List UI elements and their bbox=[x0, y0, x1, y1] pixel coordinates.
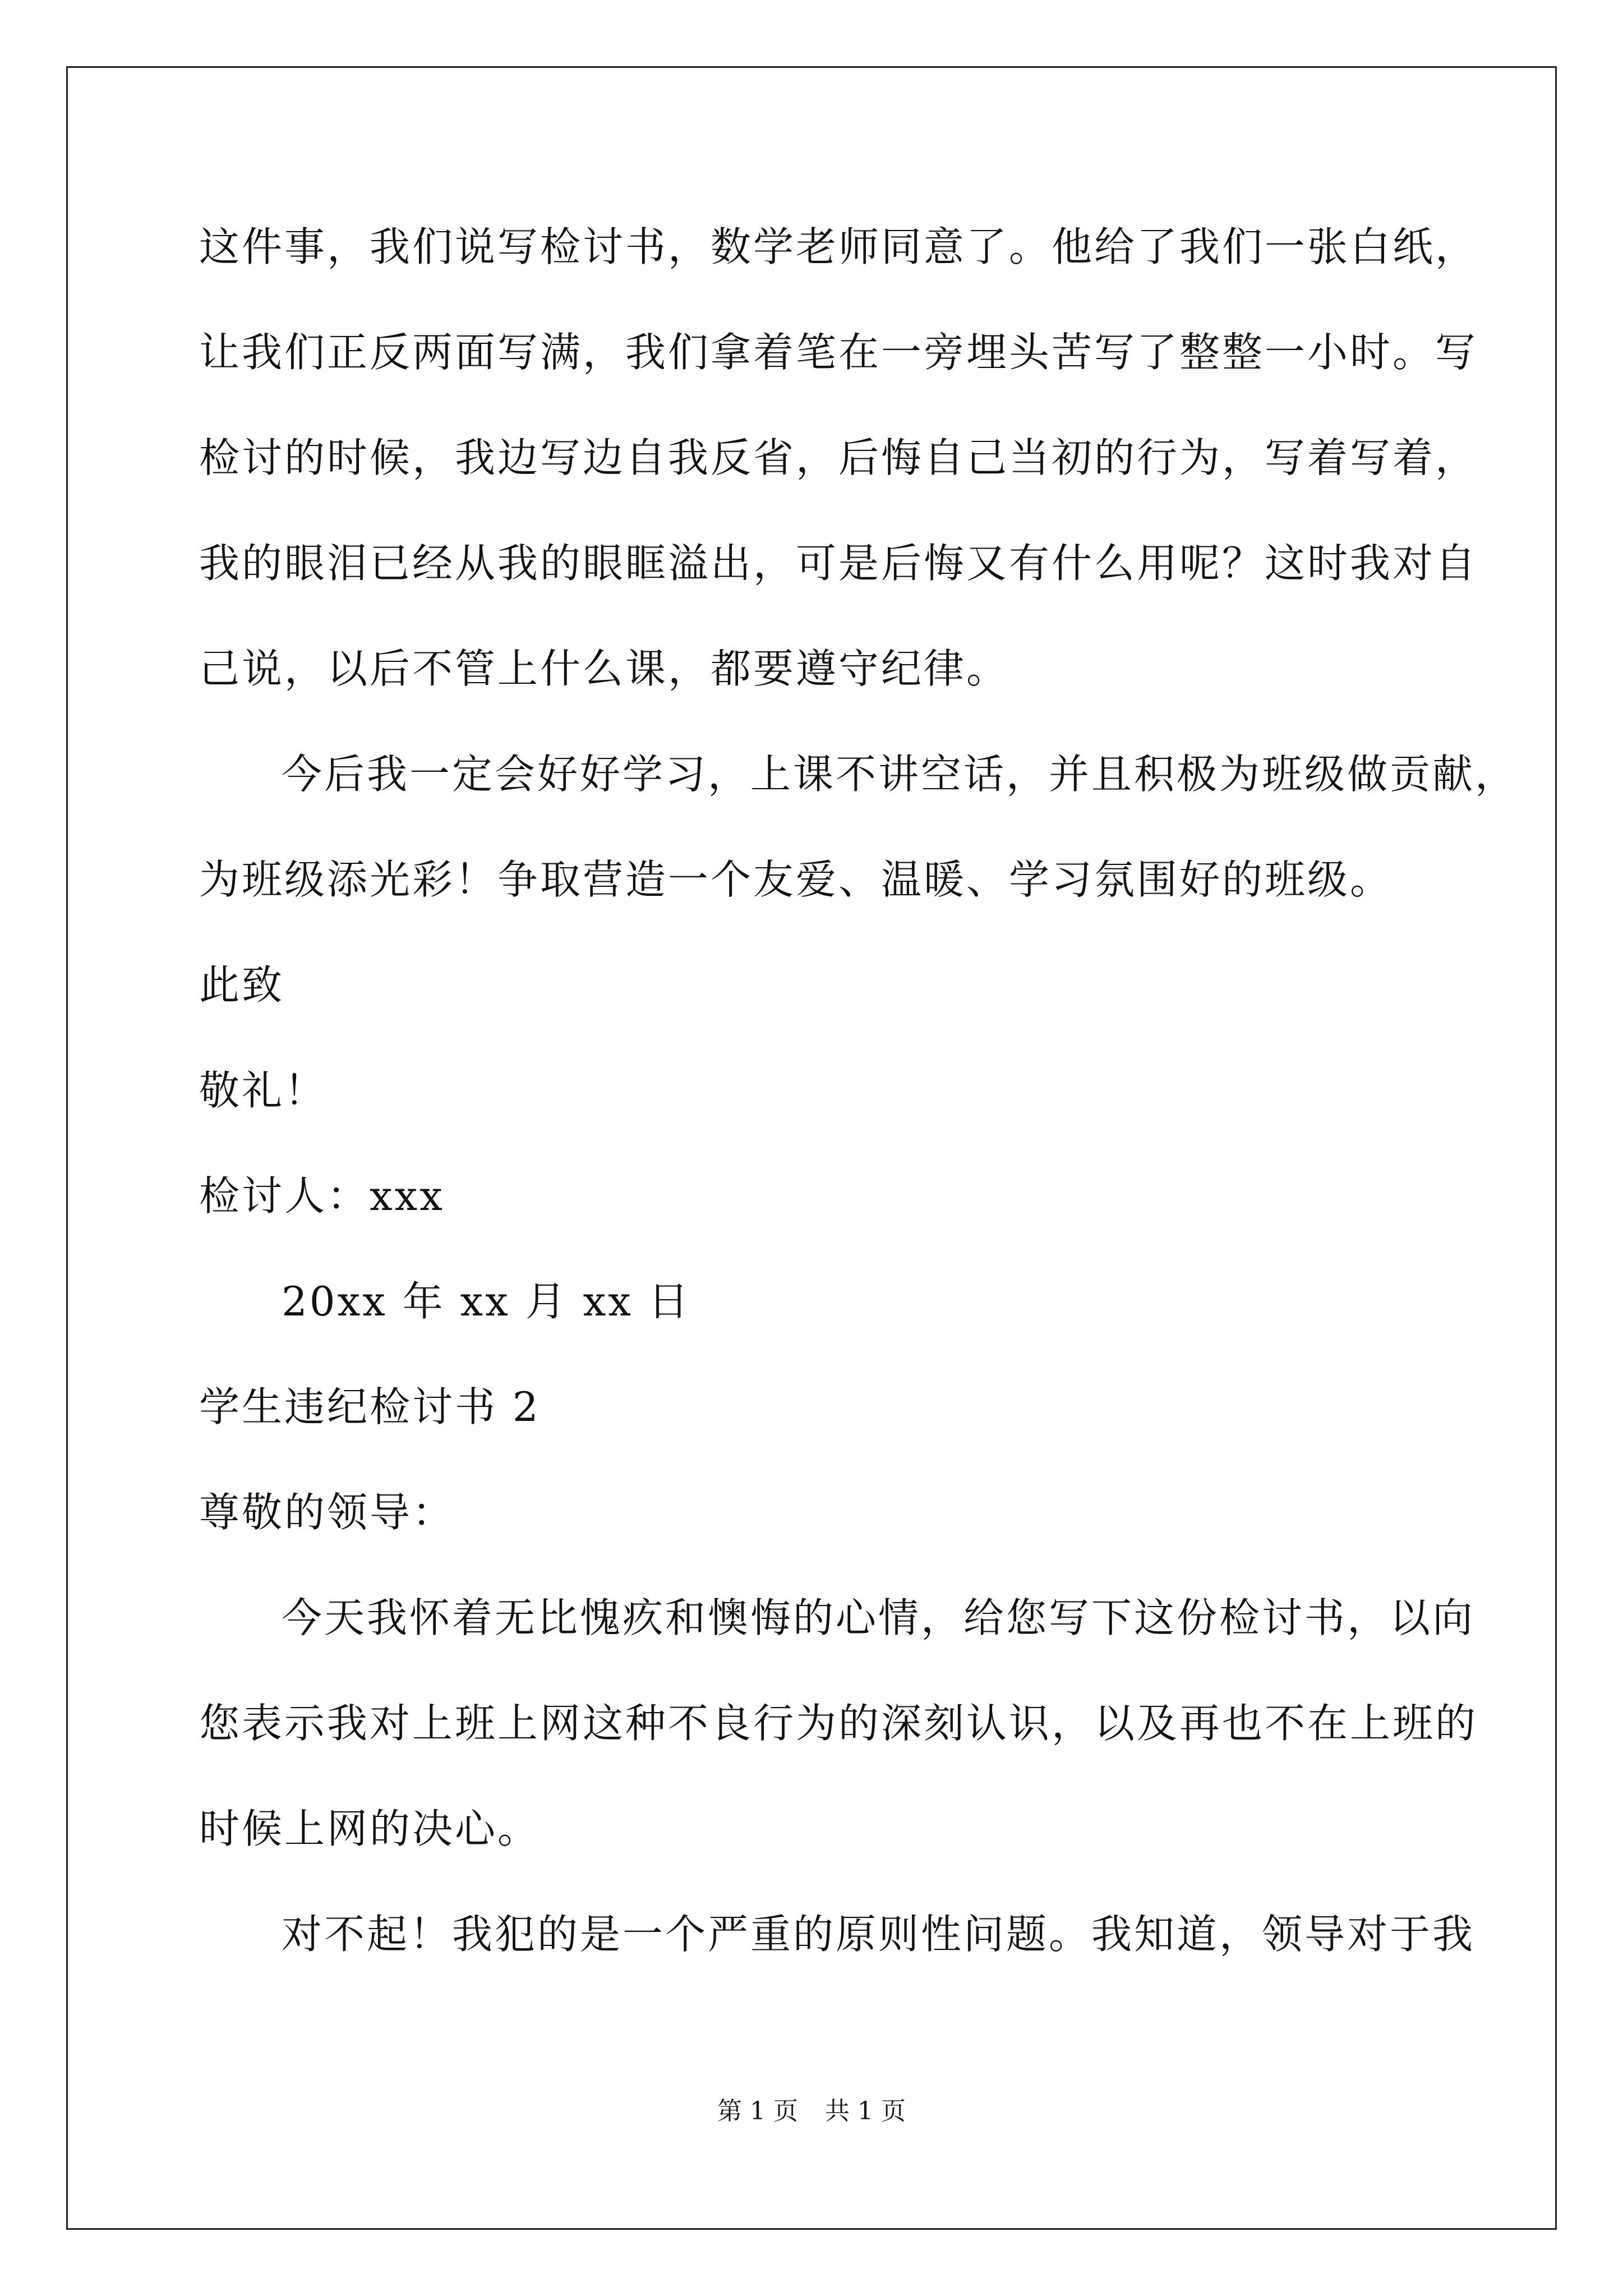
date-line: 20xx 年 xx 月 xx 日 bbox=[282, 1278, 691, 1325]
closing-salutation: 此致 bbox=[199, 961, 285, 1009]
text-line: 时候上网的决心。 bbox=[199, 1805, 541, 1852]
page-number: 第 1 页 bbox=[717, 2097, 798, 2125]
section-title: 学生违纪检讨书 2 bbox=[199, 1383, 541, 1430]
text-line: 让我们正反两面写满，我们拿着笔在一旁埋头苦写了整整一小时。写 bbox=[199, 329, 1478, 376]
paragraph-first-line: 今后我一定会好好学习，上课不讲空话，并且积极为班级做贡献， bbox=[282, 751, 1518, 798]
text-line: 为班级添光彩！争取营造一个友爱、温暖、学习氛围好的班级。 bbox=[199, 856, 1393, 903]
paragraph-first-line: 对不起！我犯的是一个严重的原则性问题。我知道，领导对于我 bbox=[282, 1911, 1476, 1958]
page-total: 共 1 页 bbox=[825, 2097, 906, 2125]
text-line: 这件事，我们说写检讨书，数学老师同意了。他给了我们一张白纸， bbox=[199, 223, 1478, 270]
closing-regards: 敬礼！ bbox=[199, 1067, 328, 1114]
text-line: 检讨的时候，我边写边自我反省，后悔自己当初的行为，写着写着， bbox=[199, 434, 1478, 481]
page-footer bbox=[0, 2099, 1623, 2124]
text-line: 己说，以后不管上什么课，都要遵守纪律。 bbox=[199, 645, 1009, 692]
text-line: 您表示我对上班上网这种不良行为的深刻认识，以及再也不在上班的 bbox=[199, 1700, 1478, 1747]
page-border bbox=[66, 66, 1557, 2230]
greeting-line: 尊敬的领导： bbox=[199, 1489, 455, 1536]
text-line: 我的眼泪已经从我的眼眶溢出，可是后悔又有什么用呢？这时我对自 bbox=[199, 540, 1478, 587]
signature-line: 检讨人：xxx bbox=[199, 1172, 445, 1220]
paragraph-first-line: 今天我怀着无比愧疚和懊悔的心情，给您写下这份检讨书，以向 bbox=[282, 1594, 1476, 1641]
